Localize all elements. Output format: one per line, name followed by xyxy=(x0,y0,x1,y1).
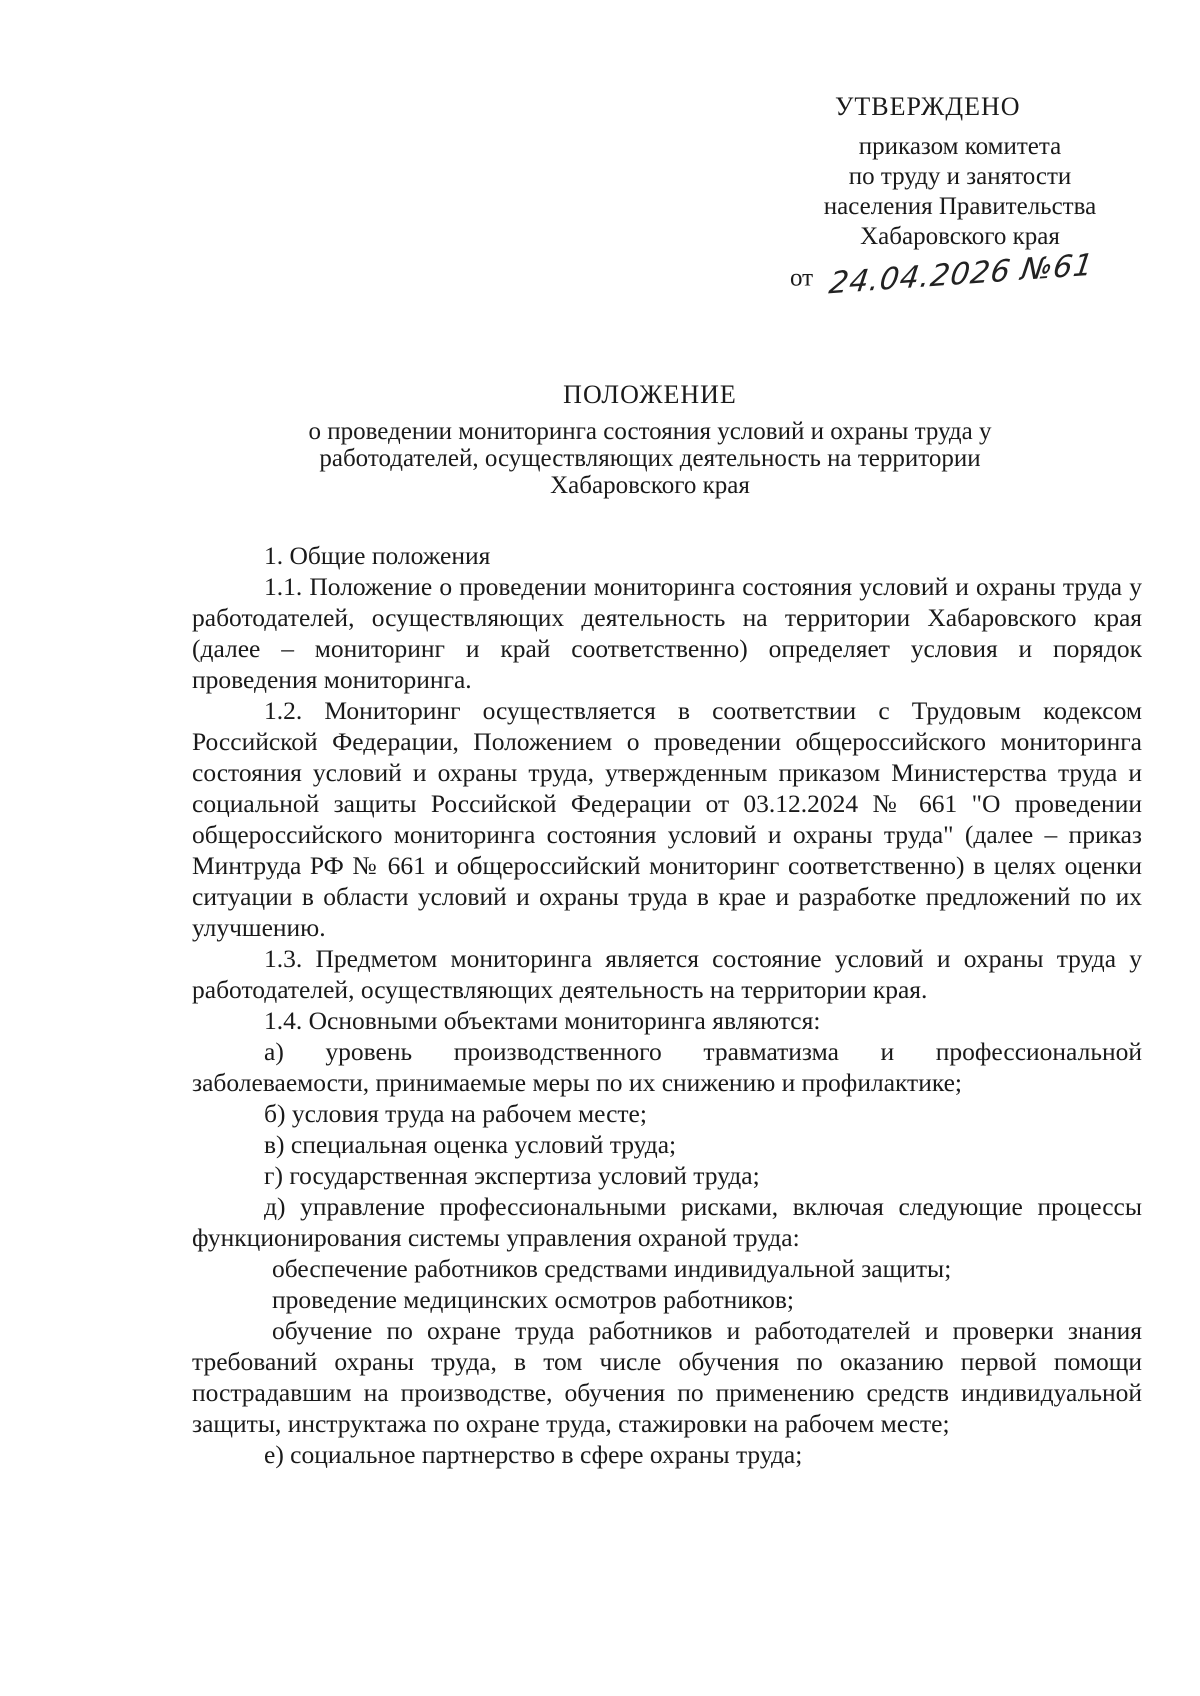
paragraph-1-2: 1.2. Мониторинг осуществляется в соответствии с Трудовым кодексом Российской Федерации, Положением о проведении общероссийского мониторинга состояния условий и охраны труда, утвержденным приказом Министерства труда и социальной защиты Российской Федерации от 03.12.2024 № 661 "О проведении общероссийского мониторинга состояния условий и охраны труда" (далее – приказ Минтруда РФ № 661 и общероссийский мониторинг соответственно) в целях оценки ситуации в области условий и охраны труда в крае и разработке предложений по их улучшению. xyxy=(192,696,1142,942)
list-item-e: е) социальное партнерство в сфере охраны труда; xyxy=(264,1440,803,1469)
list-item-g: г) государственная экспертиза условий труда; xyxy=(264,1161,760,1190)
paragraph-1-3: 1.3. Предметом мониторинга является состояние условий и охраны труда у работодателей, осуществляющих деятельность на территории края. xyxy=(192,944,1142,1004)
list-item-v: в) специальная оценка условий труда; xyxy=(264,1130,677,1159)
approval-block xyxy=(780,92,1140,302)
date-prefix: от xyxy=(790,264,814,292)
sub-item-ppe: обеспечение работников средствами индивидуальной защиты; xyxy=(272,1254,952,1283)
list-item-d: д) управление профессиональными рисками, включая следующие процессы функционирования системы управления охраной труда: xyxy=(192,1192,1142,1252)
list-item-b: б) условия труда на рабочем месте; xyxy=(264,1099,647,1128)
list-item-a: а) уровень производственного травматизма и профессиональной заболеваемости, принимаемые меры по их снижению и профилактике; xyxy=(192,1037,1142,1097)
section-heading: 1. Общие положения xyxy=(264,541,491,570)
subtitle-line: Хабаровского края xyxy=(550,472,750,499)
approval-line: Хабаровского края xyxy=(860,223,1060,250)
subtitle-line: работодателей, осуществляющих деятельность на территории xyxy=(319,445,981,472)
document-title: ПОЛОЖЕНИЕ xyxy=(563,380,737,409)
document-body xyxy=(192,540,1142,1470)
handwritten-date-number: 24.04.2026 №61 xyxy=(827,247,1097,302)
paragraph-1-4: 1.4. Основными объектами мониторинга являются: xyxy=(264,1006,821,1035)
paragraph-1-1: 1.1. Положение о проведении мониторинга состояния условий и охраны труда у работодателей, осуществляющих деятельность на территории Хабаровского края (далее – мониторинг и край соответственно) определяет условия и порядок проведения мониторинга. xyxy=(192,572,1142,694)
order-date xyxy=(780,247,1140,302)
document-subtitle xyxy=(240,418,1060,499)
sub-item-medical: проведение медицинских осмотров работников; xyxy=(272,1285,794,1314)
approval-line: населения Правительства xyxy=(823,193,1097,220)
approval-line: приказом комитета xyxy=(858,133,1062,160)
subtitle-line: о проведении мониторинга состояния условий и охраны труда у xyxy=(308,418,992,445)
sub-item-training: обучение по охране труда работников и работодателей и проверки знания требований охраны труда, в том числе обучения по оказанию первой помощи пострадавшим на производстве, обучения по применению средств индивидуальной защиты, инструктажа по охране труда, стажировки на рабочем месте; xyxy=(192,1316,1142,1438)
approval-line: по труду и занятости xyxy=(848,163,1072,190)
approval-heading: УТВЕРЖДЕНО xyxy=(835,92,1021,121)
